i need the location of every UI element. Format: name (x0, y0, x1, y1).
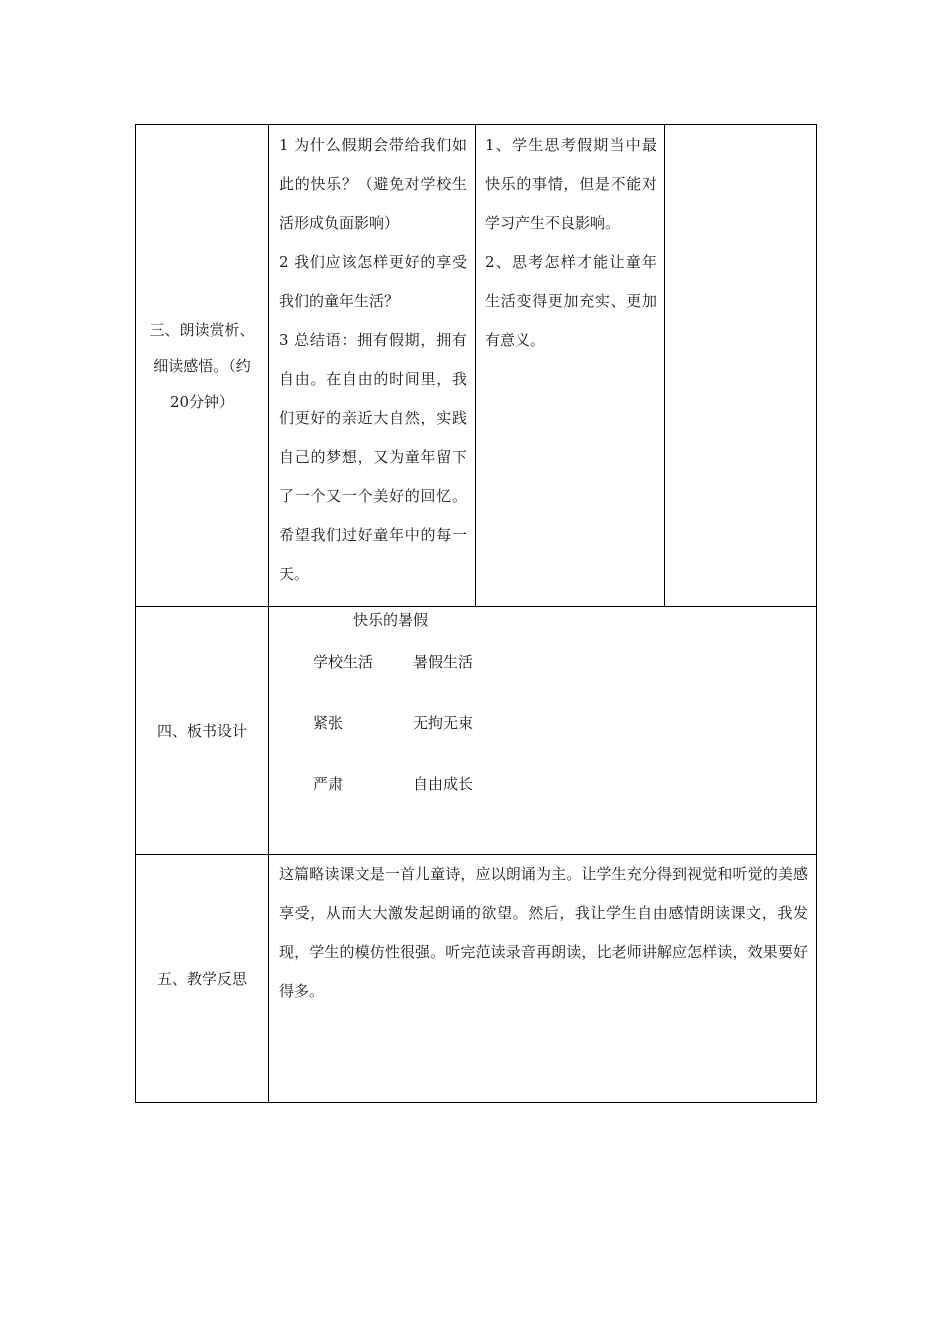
student-item-1: 1、学生思考假期当中最快乐的事情，但是不能对学习产生不良影响。 (485, 136, 657, 232)
board-right-1: 暑假生活 (413, 653, 474, 671)
reflection-cell (269, 855, 817, 1103)
lesson-plan-table (135, 124, 817, 1103)
student-item-2: 2、思考怎样才能让童年生活变得更加充实、更加有意义。 (485, 253, 657, 349)
stage-label-reflection: 五、教学反思 (156, 969, 247, 988)
board-left-2: 紧张 (313, 714, 344, 732)
student-activity-cell (476, 125, 665, 607)
stage-label-board: 四、板书设计 (156, 721, 247, 740)
board-title: 快乐的暑假 (353, 611, 429, 629)
reflection-text: 这篇略读课文是一首儿童诗，应以朗诵为主。让学生充分得到视觉和听觉的美感享受，从而大大激发起朗诵的欲望。然后，我让学生自由感情朗读课文，我发现，学生的模仿性很强。听完范读录音再朗读，比老师讲解应怎样读，效果要好得多。 (279, 865, 808, 1000)
board-left-1: 学校生活 (313, 653, 374, 671)
board-right-2: 无拘无束 (413, 714, 474, 732)
table-row-reflection (136, 855, 817, 1103)
stage-label-reading: 三、朗读赏析、细读感悟。（约20分钟） (149, 320, 255, 411)
board-design-cell (269, 607, 817, 855)
table-row-board (136, 607, 817, 855)
board-design (269, 607, 816, 854)
teacher-activity-cell (269, 125, 476, 607)
stage-cell-board (136, 607, 269, 855)
teacher-item-1: 1 为什么假期会带给我们如此的快乐？（避免对学校生活形成负面影响） (279, 136, 467, 232)
board-left-3: 严肃 (313, 775, 344, 793)
table-row-reading (136, 125, 817, 607)
stage-cell-reflection (136, 855, 269, 1103)
notes-cell (665, 125, 817, 607)
teacher-item-2: 2 我们应该怎样更好的享受我们的童年生活？ (279, 253, 467, 310)
stage-cell-reading (136, 125, 269, 607)
board-right-3: 自由成长 (413, 775, 474, 793)
teacher-item-3: 3 总结语：拥有假期，拥有自由。在自由的时间里，我们更好的亲近大自然，实践自己的梦想，又为童年留下了一个又一个美好的回忆。希望我们过好童年中的每一天。 (279, 331, 467, 583)
